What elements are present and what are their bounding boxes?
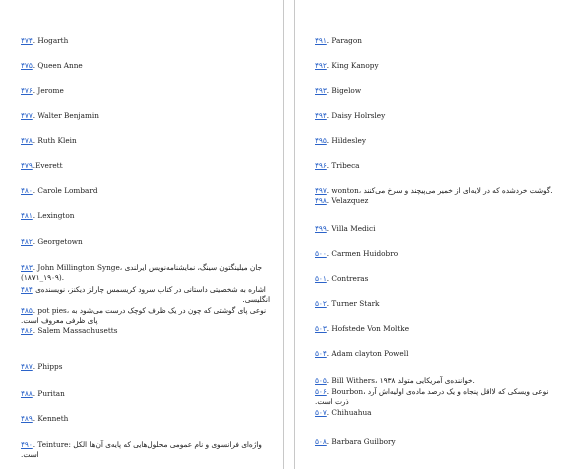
footnote-489 [21, 414, 68, 423]
footnote-link-506[interactable]: ۵۰۶ [315, 387, 327, 396]
footnote-506 [315, 387, 548, 396]
footnote-text: . Contreras [326, 274, 369, 283]
footnote-490-continuation: است. [21, 450, 39, 459]
footnote-476 [21, 86, 64, 95]
footnote-495 [315, 136, 366, 145]
footnote-505 [315, 376, 475, 385]
footnote-text: . Kenneth [32, 414, 69, 423]
footnote-link-493[interactable]: ۴۹۳ [315, 86, 327, 95]
footnote-link-482[interactable]: ۴۸۲ [21, 237, 33, 246]
footnote-link-501[interactable]: ۵۰۱ [315, 274, 327, 283]
footnote-text: . Velazquez [326, 196, 369, 205]
footnote-text: . Teinture: واژه‌ای فرانسوی و نام عمومی محلول‌هایی که پایه‌ی آن‌ها الکل [32, 440, 262, 449]
footnote-link-480[interactable]: ۴۸۰ [21, 186, 33, 195]
footnote-484 [21, 285, 266, 294]
footnote-496 [315, 161, 360, 170]
footnote-link-507[interactable]: ۵۰۷ [315, 408, 327, 417]
footnote-link-503[interactable]: ۵۰۳ [315, 324, 327, 333]
footnote-483 [21, 263, 262, 272]
footnote-link-478[interactable]: ۴۷۸ [21, 136, 33, 145]
footnote-485 [21, 306, 266, 315]
footnote-text: . King Kanopy [326, 61, 379, 70]
footnote-504 [315, 349, 408, 358]
footnote-link-496[interactable]: ۴۹۶ [315, 161, 327, 170]
footnote-link-477[interactable]: ۴۷۷ [21, 111, 33, 120]
footnote-link-502[interactable]: ۵۰۲ [315, 299, 327, 308]
footnote-text: . Georgetown [32, 237, 83, 246]
footnote-text: . Hofstede Von Moltke [326, 324, 410, 333]
footnote-link-492[interactable]: ۴۹۲ [315, 61, 327, 70]
footnote-link-494[interactable]: ۴۹۴ [315, 111, 327, 120]
footnote-text: . John Millington Synge، جان میلینگتون سینگ، نمایشنامه‌نویس ایرلندی [32, 263, 262, 272]
footnote-text: . Ruth Klein [32, 136, 77, 145]
footnote-text: . Barbara Guilbory [326, 437, 396, 446]
footnote-text: . Hogarth [32, 36, 69, 45]
footnote-link-486[interactable]: ۴۸۶ [21, 326, 33, 335]
footnote-link-476[interactable]: ۴۷۶ [21, 86, 33, 95]
footnote-497 [315, 186, 553, 195]
footnote-500 [315, 249, 398, 258]
footnote-494 [315, 111, 385, 120]
footnote-482 [21, 237, 83, 246]
footnote-link-499[interactable]: ۴۹۹ [315, 224, 327, 233]
footnote-506-continuation: ذرت است. [315, 397, 349, 406]
footnote-492 [315, 61, 379, 70]
footnote-text: . Walter Benjamin [32, 111, 99, 120]
footnote-link-479[interactable]: ۴۷۹ [21, 161, 33, 170]
footnote-text: . Puritan [32, 389, 65, 398]
footnote-link-498[interactable]: ۴۹۸ [315, 196, 327, 205]
footnote-text: . Bill Withers، خواننده‌ی آمریکایی متولد ۱۹۳۸. [326, 376, 475, 385]
footnote-488 [21, 389, 65, 398]
footnote-text: . Chihuahua [326, 408, 372, 417]
footnote-474 [21, 36, 68, 45]
footnote-link-490[interactable]: ۴۹۰ [21, 440, 33, 449]
footnote-text: . Villa Medici [326, 224, 376, 233]
footnote-link-495[interactable]: ۴۹۵ [315, 136, 327, 145]
footnote-text: . Jerome [32, 86, 64, 95]
footnote-486 [21, 326, 117, 335]
footnote-link-483[interactable]: ۴۸۳ [21, 263, 33, 272]
footnote-text: . pot pies، نوعی پای گوشتی که چون در یک ظرف کوچک درست می‌شود به [32, 306, 266, 315]
footnote-text: . Phipps [32, 362, 63, 371]
footnote-text: . Turner Stark [326, 299, 380, 308]
footnote-text: . Bigelow [326, 86, 362, 95]
page-divider-left [283, 0, 284, 469]
footnote-text: . Salem Massachusetts [32, 326, 118, 335]
footnote-475 [21, 61, 83, 70]
footnote-507 [315, 408, 372, 417]
footnote-502 [315, 299, 379, 308]
footnote-text: . Lexington [32, 211, 75, 220]
footnote-link-505[interactable]: ۵۰۵ [315, 376, 327, 385]
footnote-499 [315, 224, 375, 233]
footnote-493 [315, 86, 361, 95]
footnote-text: . Hildesley [326, 136, 366, 145]
footnote-link-504[interactable]: ۵۰۴ [315, 349, 327, 358]
footnote-link-491[interactable]: ۴۹۱ [315, 36, 327, 45]
footnote-link-474[interactable]: ۴۷۴ [21, 36, 33, 45]
footnote-link-500[interactable]: ۵۰۰ [315, 249, 327, 258]
footnote-text: . Daisy Holrsley [326, 111, 386, 120]
footnote-503 [315, 324, 409, 333]
footnote-text: . Carmen Huidobro [326, 249, 399, 258]
footnote-link-487[interactable]: ۴۸۷ [21, 362, 33, 371]
footnote-text: . Queen Anne [32, 61, 83, 70]
footnote-498 [315, 196, 368, 205]
footnote-text: . Adam clayton Powell [326, 349, 409, 358]
footnote-link-508[interactable]: ۵۰۸ [315, 437, 327, 446]
footnote-text: اشاره به شخصیتی داستانی در کتاب سرود کریسمس چارلز دیکنز، نویسنده‌ی [32, 285, 266, 294]
footnote-487 [21, 362, 62, 371]
footnote-478 [21, 136, 77, 145]
footnote-link-485[interactable]: ۴۸۵ [21, 306, 33, 315]
footnote-484-continuation: انگلیسی. [242, 295, 270, 304]
footnote-477 [21, 111, 99, 120]
footnote-490 [21, 440, 262, 449]
footnote-479 [21, 161, 63, 170]
footnote-link-475[interactable]: ۴۷۵ [21, 61, 33, 70]
footnote-link-481[interactable]: ۴۸۱ [21, 211, 33, 220]
footnote-508 [315, 437, 396, 446]
footnote-text: . Bourbon، نوعی ویسکی که لااقل پنجاه و یک درصد ماده‌ی اولیه‌اش آرد [326, 387, 549, 396]
footnote-485-continuation: پای ظرفی معروف است. [21, 316, 98, 325]
footnote-link-488[interactable]: ۴۸۸ [21, 389, 33, 398]
footnote-text: . Tribeca [326, 161, 360, 170]
footnote-link-484[interactable]: ۴۸۴ [21, 285, 33, 294]
footnote-text: . Carole Lombard [32, 186, 98, 195]
footnote-501 [315, 274, 368, 283]
footnote-text: .Everett [32, 161, 63, 170]
footnote-481 [21, 211, 74, 220]
page-divider-right [294, 0, 295, 469]
footnote-text: . Paragon [326, 36, 362, 45]
footnote-link-497[interactable]: ۴۹۷ [315, 186, 327, 195]
footnote-text: . wonton، گوشت خردشده که در لایه‌ای از خمیر می‌پیچند و سرخ می‌کنند. [326, 186, 553, 195]
footnote-link-489[interactable]: ۴۸۹ [21, 414, 33, 423]
footnote-483-continuation: (۱۸۷۱_۱۹۰۹). [21, 273, 65, 282]
footnote-480 [21, 186, 98, 195]
footnote-491 [315, 36, 362, 45]
